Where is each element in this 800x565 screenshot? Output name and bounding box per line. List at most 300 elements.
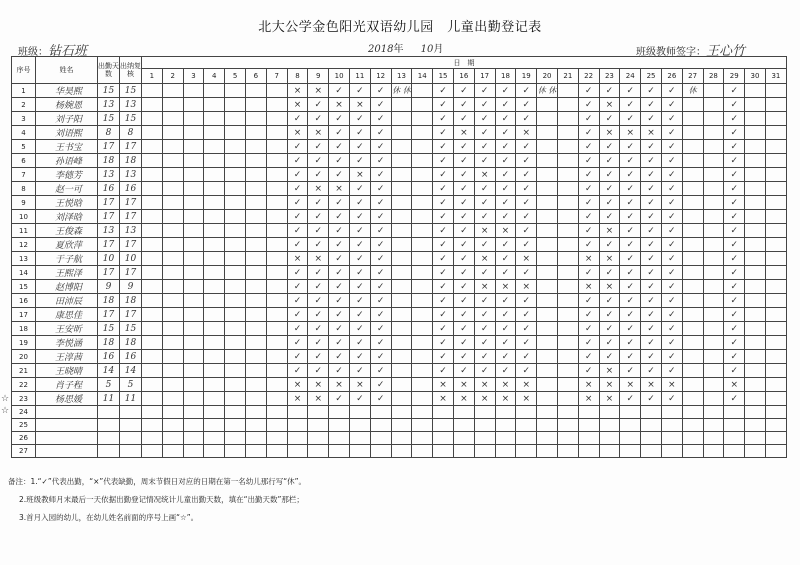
attendance-cell xyxy=(412,308,433,322)
attendance-cell xyxy=(557,432,578,445)
attendance-cell xyxy=(183,445,204,458)
table-row xyxy=(12,210,787,224)
cell-check: 11 xyxy=(120,392,142,406)
attendance-cell: ✓ xyxy=(724,392,745,406)
cell-seq: 7 xyxy=(12,168,36,182)
attendance-cell: ✓ xyxy=(474,210,495,224)
attendance-cell xyxy=(703,322,724,336)
attendance-cell xyxy=(391,168,412,182)
attendance-cell: ✓ xyxy=(724,140,745,154)
attendance-cell xyxy=(183,126,204,140)
attendance-cell xyxy=(682,210,703,224)
attendance-cell: ✓ xyxy=(661,182,682,196)
attendance-cell xyxy=(183,419,204,432)
attendance-cell xyxy=(225,445,246,458)
attendance-cell xyxy=(474,406,495,419)
attendance-cell: ✓ xyxy=(370,308,391,322)
attendance-cell: × xyxy=(453,378,474,392)
cell-check: 18 xyxy=(120,294,142,308)
attendance-cell xyxy=(745,112,766,126)
attendance-table xyxy=(11,56,787,458)
attendance-cell xyxy=(183,322,204,336)
attendance-cell xyxy=(557,140,578,154)
cell-name: 王淳茜 xyxy=(36,350,98,364)
attendance-cell xyxy=(557,445,578,458)
attendance-cell xyxy=(266,126,287,140)
attendance-cell xyxy=(349,445,370,458)
attendance-cell xyxy=(703,238,724,252)
attendance-cell: ✓ xyxy=(349,364,370,378)
attendance-cell: ✓ xyxy=(308,168,329,182)
attendance-cell xyxy=(204,364,225,378)
date-header: 日 期 xyxy=(142,57,787,69)
attendance-cell: ✓ xyxy=(578,140,599,154)
cell-days: 13 xyxy=(98,98,120,112)
cell-name: 田沛辰 xyxy=(36,294,98,308)
attendance-cell: ✓ xyxy=(329,350,350,364)
attendance-cell xyxy=(682,419,703,432)
attendance-cell: ✓ xyxy=(599,238,620,252)
attendance-cell xyxy=(765,336,786,350)
cell-name: 杨婉恩 xyxy=(36,98,98,112)
attendance-cell xyxy=(703,350,724,364)
cell-check: 5 xyxy=(120,378,142,392)
attendance-cell: ✓ xyxy=(329,238,350,252)
attendance-cell: ✓ xyxy=(495,98,516,112)
col-days-header: 出勤天数 xyxy=(98,57,120,84)
attendance-cell: ✓ xyxy=(349,84,370,98)
cell-check: 17 xyxy=(120,196,142,210)
cell-name: 李德芳 xyxy=(36,168,98,182)
attendance-cell: ✓ xyxy=(370,196,391,210)
attendance-cell: ✓ xyxy=(599,168,620,182)
attendance-cell xyxy=(412,196,433,210)
cell-days: 17 xyxy=(98,238,120,252)
cell-name: 王安昕 xyxy=(36,322,98,336)
attendance-cell xyxy=(537,294,558,308)
cell-check: 18 xyxy=(120,154,142,168)
attendance-cell xyxy=(204,406,225,419)
attendance-cell xyxy=(641,432,662,445)
attendance-cell xyxy=(495,419,516,432)
attendance-cell: ✓ xyxy=(474,98,495,112)
attendance-cell xyxy=(557,266,578,280)
attendance-cell xyxy=(433,445,454,458)
attendance-cell: × xyxy=(453,392,474,406)
attendance-cell xyxy=(537,140,558,154)
attendance-cell xyxy=(204,168,225,182)
cell-seq: 2 xyxy=(12,98,36,112)
attendance-cell xyxy=(162,308,183,322)
attendance-cell: ✓ xyxy=(620,210,641,224)
attendance-cell xyxy=(557,210,578,224)
attendance-cell: × xyxy=(516,126,537,140)
attendance-cell xyxy=(245,280,266,294)
attendance-cell: ✓ xyxy=(516,336,537,350)
attendance-cell xyxy=(537,432,558,445)
attendance-cell: ✓ xyxy=(349,322,370,336)
attendance-cell: ✓ xyxy=(724,238,745,252)
attendance-cell: ✓ xyxy=(599,196,620,210)
attendance-cell: ✓ xyxy=(308,238,329,252)
attendance-cell: ✓ xyxy=(641,280,662,294)
attendance-cell xyxy=(370,445,391,458)
attendance-cell xyxy=(516,419,537,432)
attendance-cell: ✓ xyxy=(724,322,745,336)
attendance-cell: ✓ xyxy=(495,252,516,266)
cell-days: 15 xyxy=(98,84,120,98)
attendance-cell: ✓ xyxy=(495,154,516,168)
cell-seq: 23 xyxy=(12,392,36,406)
attendance-cell xyxy=(537,445,558,458)
attendance-cell xyxy=(765,364,786,378)
attendance-cell xyxy=(162,154,183,168)
attendance-cell: ✓ xyxy=(329,112,350,126)
day-header: 29 xyxy=(724,69,745,84)
attendance-cell xyxy=(183,266,204,280)
attendance-cell xyxy=(204,280,225,294)
attendance-cell xyxy=(245,196,266,210)
attendance-cell: ✓ xyxy=(516,84,537,98)
attendance-cell xyxy=(557,280,578,294)
attendance-cell xyxy=(142,445,163,458)
attendance-cell xyxy=(412,322,433,336)
attendance-cell: ✓ xyxy=(620,266,641,280)
attendance-cell xyxy=(765,378,786,392)
attendance-cell xyxy=(266,392,287,406)
attendance-cell: ✓ xyxy=(433,210,454,224)
attendance-cell: ✓ xyxy=(453,210,474,224)
attendance-cell xyxy=(183,98,204,112)
attendance-cell xyxy=(703,336,724,350)
attendance-cell xyxy=(745,196,766,210)
attendance-cell xyxy=(682,378,703,392)
attendance-cell xyxy=(703,364,724,378)
attendance-cell xyxy=(516,406,537,419)
attendance-cell: × xyxy=(287,84,308,98)
attendance-cell: ✓ xyxy=(287,238,308,252)
attendance-cell: ✓ xyxy=(661,196,682,210)
attendance-cell xyxy=(204,252,225,266)
attendance-cell: ✓ xyxy=(620,98,641,112)
cell-check xyxy=(120,445,142,458)
attendance-cell: ✓ xyxy=(641,336,662,350)
attendance-cell xyxy=(578,445,599,458)
attendance-cell: ✓ xyxy=(349,210,370,224)
attendance-cell xyxy=(620,432,641,445)
class-label-text: 班级： xyxy=(18,47,48,58)
cell-check: 15 xyxy=(120,84,142,98)
attendance-cell: ✓ xyxy=(287,266,308,280)
attendance-cell: ✓ xyxy=(578,336,599,350)
page-title: 北大公学金色阳光双语幼儿园 儿童出勤登记表 xyxy=(258,20,542,35)
attendance-cell xyxy=(765,252,786,266)
attendance-cell xyxy=(391,112,412,126)
attendance-cell xyxy=(225,98,246,112)
attendance-cell: ✓ xyxy=(433,336,454,350)
attendance-cell xyxy=(599,419,620,432)
attendance-cell: ✓ xyxy=(599,266,620,280)
day-header: 23 xyxy=(599,69,620,84)
cell-check: 13 xyxy=(120,168,142,182)
attendance-cell xyxy=(745,445,766,458)
attendance-cell xyxy=(703,294,724,308)
attendance-cell: × xyxy=(599,98,620,112)
cell-seq: 10 xyxy=(12,210,36,224)
attendance-cell xyxy=(391,210,412,224)
attendance-cell xyxy=(703,432,724,445)
attendance-cell: ✓ xyxy=(495,294,516,308)
attendance-cell xyxy=(183,350,204,364)
attendance-cell: ✓ xyxy=(516,266,537,280)
attendance-cell: × xyxy=(349,168,370,182)
attendance-cell xyxy=(204,112,225,126)
attendance-cell: × xyxy=(641,378,662,392)
attendance-cell xyxy=(266,168,287,182)
attendance-cell: ✓ xyxy=(287,308,308,322)
attendance-cell xyxy=(703,126,724,140)
attendance-cell: ✓ xyxy=(308,364,329,378)
day-header: 26 xyxy=(661,69,682,84)
attendance-cell xyxy=(412,112,433,126)
attendance-cell: ✓ xyxy=(474,336,495,350)
cell-seq: 12 xyxy=(12,238,36,252)
attendance-cell xyxy=(245,224,266,238)
attendance-cell xyxy=(412,364,433,378)
attendance-cell xyxy=(266,336,287,350)
cell-name: 王书宝 xyxy=(36,140,98,154)
attendance-cell xyxy=(391,294,412,308)
attendance-cell xyxy=(225,154,246,168)
attendance-cell xyxy=(557,154,578,168)
attendance-cell xyxy=(162,266,183,280)
attendance-cell xyxy=(724,406,745,419)
attendance-cell: ✓ xyxy=(433,238,454,252)
attendance-cell xyxy=(745,419,766,432)
attendance-cell: ✓ xyxy=(578,168,599,182)
cell-days xyxy=(98,419,120,432)
attendance-cell: ✓ xyxy=(516,322,537,336)
attendance-cell: ✓ xyxy=(349,294,370,308)
attendance-cell: ✓ xyxy=(370,154,391,168)
attendance-cell xyxy=(391,378,412,392)
attendance-cell xyxy=(745,140,766,154)
attendance-cell: ✓ xyxy=(516,196,537,210)
attendance-cell: ✓ xyxy=(433,266,454,280)
attendance-cell: ✓ xyxy=(516,182,537,196)
attendance-cell xyxy=(765,168,786,182)
day-header: 30 xyxy=(745,69,766,84)
attendance-cell: ✓ xyxy=(620,112,641,126)
attendance-cell: ✓ xyxy=(370,294,391,308)
cell-days: 18 xyxy=(98,154,120,168)
attendance-cell xyxy=(557,419,578,432)
cell-check: 17 xyxy=(120,238,142,252)
attendance-cell xyxy=(557,168,578,182)
attendance-cell xyxy=(266,294,287,308)
attendance-cell xyxy=(474,432,495,445)
cell-name: 王熙泽 xyxy=(36,266,98,280)
cell-name: 赵博阳 xyxy=(36,280,98,294)
attendance-cell xyxy=(745,280,766,294)
attendance-cell: ✓ xyxy=(516,294,537,308)
day-header: 7 xyxy=(266,69,287,84)
attendance-cell xyxy=(537,322,558,336)
attendance-cell: ✓ xyxy=(349,238,370,252)
cell-check: 17 xyxy=(120,266,142,280)
attendance-cell xyxy=(204,445,225,458)
attendance-cell: ✓ xyxy=(308,196,329,210)
attendance-cell xyxy=(765,308,786,322)
attendance-cell xyxy=(266,308,287,322)
attendance-cell: ✓ xyxy=(370,112,391,126)
attendance-cell xyxy=(391,224,412,238)
attendance-cell: ✓ xyxy=(661,84,682,98)
table-row xyxy=(12,154,787,168)
attendance-cell: ✓ xyxy=(578,364,599,378)
attendance-cell xyxy=(765,419,786,432)
attendance-cell xyxy=(682,266,703,280)
attendance-cell: ✓ xyxy=(495,182,516,196)
attendance-cell: ✓ xyxy=(287,112,308,126)
attendance-cell xyxy=(412,252,433,266)
attendance-cell: × xyxy=(599,378,620,392)
attendance-cell xyxy=(745,126,766,140)
class-value: 钻石班 xyxy=(48,44,88,59)
attendance-cell xyxy=(142,252,163,266)
attendance-cell: ✓ xyxy=(453,280,474,294)
attendance-cell: × xyxy=(516,280,537,294)
attendance-cell xyxy=(682,252,703,266)
cell-seq: 20 xyxy=(12,350,36,364)
attendance-cell: × xyxy=(578,378,599,392)
attendance-cell xyxy=(682,126,703,140)
attendance-cell xyxy=(308,419,329,432)
attendance-cell: ✓ xyxy=(724,168,745,182)
attendance-cell xyxy=(266,252,287,266)
attendance-cell xyxy=(412,266,433,280)
cell-seq: 19 xyxy=(12,336,36,350)
attendance-cell xyxy=(682,112,703,126)
attendance-cell xyxy=(391,336,412,350)
attendance-cell xyxy=(162,445,183,458)
attendance-cell xyxy=(183,210,204,224)
attendance-cell: ✓ xyxy=(516,140,537,154)
cell-days: 8 xyxy=(98,126,120,140)
attendance-cell xyxy=(162,98,183,112)
attendance-cell: ✓ xyxy=(287,294,308,308)
table-row xyxy=(12,238,787,252)
attendance-cell: × xyxy=(578,252,599,266)
attendance-cell: ✓ xyxy=(287,140,308,154)
attendance-cell: ✓ xyxy=(620,364,641,378)
attendance-cell: ✓ xyxy=(578,112,599,126)
attendance-cell xyxy=(724,445,745,458)
attendance-cell: ✓ xyxy=(661,126,682,140)
attendance-cell: ✓ xyxy=(620,224,641,238)
month-label: 月 xyxy=(433,44,444,55)
attendance-cell xyxy=(391,406,412,419)
day-header: 19 xyxy=(516,69,537,84)
attendance-cell xyxy=(391,266,412,280)
attendance-cell xyxy=(329,406,350,419)
table-row xyxy=(12,84,787,98)
cell-seq: 4 xyxy=(12,126,36,140)
attendance-cell xyxy=(765,406,786,419)
attendance-cell: ✓ xyxy=(620,238,641,252)
attendance-cell xyxy=(225,294,246,308)
attendance-cell: ✓ xyxy=(641,252,662,266)
cell-days xyxy=(98,445,120,458)
attendance-cell xyxy=(142,322,163,336)
attendance-cell xyxy=(495,445,516,458)
attendance-cell xyxy=(142,84,163,98)
attendance-cell: ✓ xyxy=(661,168,682,182)
col-check-header: 出纳复核 xyxy=(120,57,142,84)
attendance-cell xyxy=(162,406,183,419)
attendance-cell xyxy=(391,98,412,112)
attendance-cell xyxy=(537,419,558,432)
attendance-cell: ✓ xyxy=(329,252,350,266)
attendance-cell xyxy=(412,406,433,419)
table-row xyxy=(12,168,787,182)
attendance-cell xyxy=(599,445,620,458)
attendance-cell xyxy=(537,98,558,112)
attendance-cell xyxy=(412,350,433,364)
attendance-cell: ✓ xyxy=(578,182,599,196)
attendance-cell: ✓ xyxy=(370,98,391,112)
attendance-cell: ✓ xyxy=(287,168,308,182)
holiday-mark: 休 休 xyxy=(537,84,558,98)
attendance-cell: ✓ xyxy=(641,364,662,378)
attendance-cell xyxy=(537,182,558,196)
attendance-cell: × xyxy=(620,126,641,140)
attendance-cell: ✓ xyxy=(578,322,599,336)
attendance-cell: ✓ xyxy=(329,210,350,224)
attendance-cell xyxy=(703,419,724,432)
attendance-cell xyxy=(162,238,183,252)
cell-seq: 1 xyxy=(12,84,36,98)
attendance-cell xyxy=(391,238,412,252)
attendance-cell xyxy=(162,378,183,392)
attendance-cell: ✓ xyxy=(661,336,682,350)
attendance-cell xyxy=(745,406,766,419)
attendance-cell xyxy=(162,112,183,126)
attendance-cell: ✓ xyxy=(474,308,495,322)
attendance-cell: ✓ xyxy=(474,364,495,378)
attendance-cell xyxy=(599,432,620,445)
attendance-cell xyxy=(391,322,412,336)
attendance-cell xyxy=(266,322,287,336)
attendance-cell: ✓ xyxy=(370,350,391,364)
attendance-cell: ✓ xyxy=(724,126,745,140)
attendance-cell xyxy=(142,210,163,224)
attendance-cell xyxy=(245,84,266,98)
attendance-cell: ✓ xyxy=(661,252,682,266)
attendance-cell xyxy=(765,350,786,364)
attendance-cell xyxy=(183,168,204,182)
attendance-cell xyxy=(204,182,225,196)
attendance-cell xyxy=(287,406,308,419)
attendance-cell xyxy=(142,280,163,294)
attendance-cell: ✓ xyxy=(495,238,516,252)
attendance-cell xyxy=(245,168,266,182)
cell-check: 13 xyxy=(120,224,142,238)
attendance-cell: × xyxy=(599,392,620,406)
attendance-cell: ✓ xyxy=(599,112,620,126)
attendance-cell xyxy=(474,445,495,458)
attendance-cell: ✓ xyxy=(516,308,537,322)
